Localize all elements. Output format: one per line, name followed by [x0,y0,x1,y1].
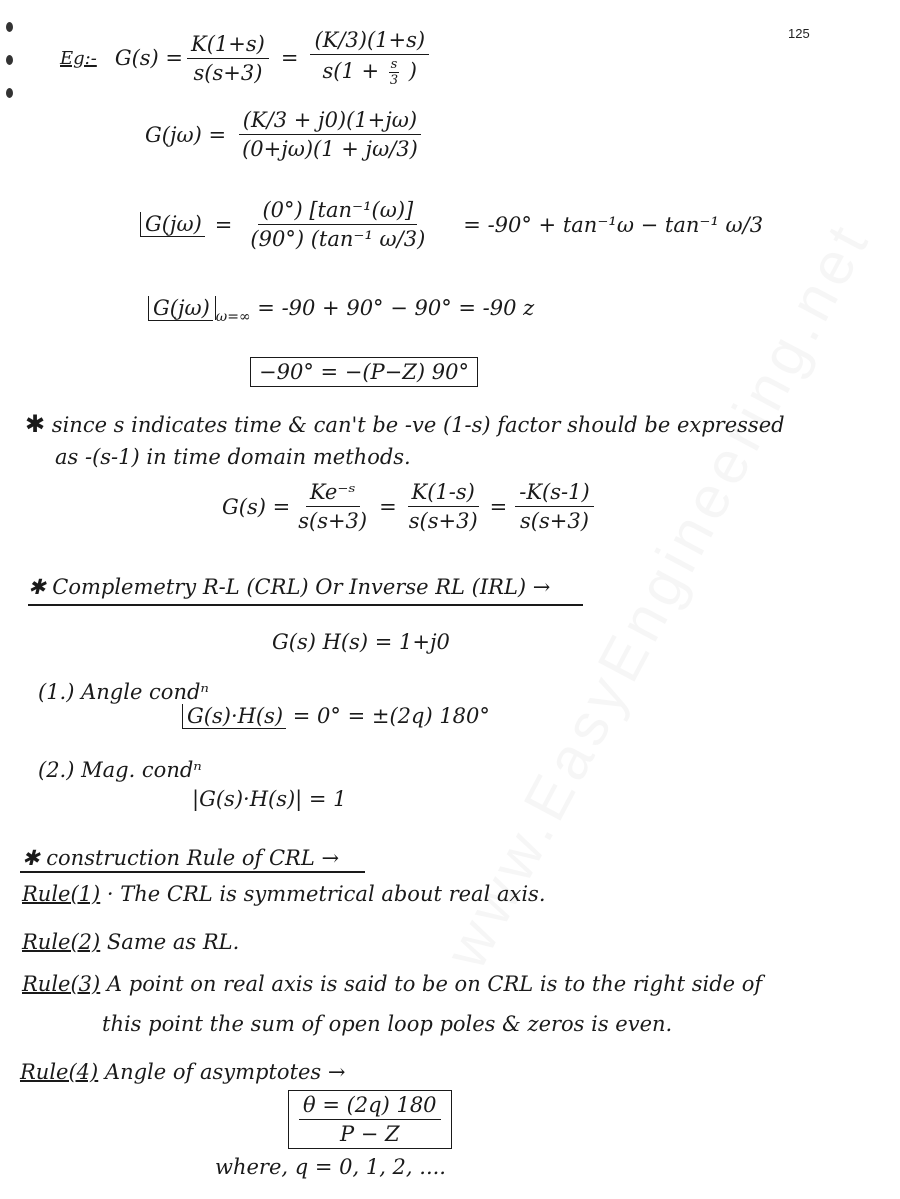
magnitude-condition-equation: |G(s)·H(s)| = 1 [192,787,347,811]
asymptote-where: where, q = 0, 1, 2, .... [215,1155,446,1179]
construction-heading: ✱ construction Rule of CRL → [22,846,340,870]
rule-4: Rule(4) Angle of asymptotes → [20,1060,346,1084]
rule-3-continued: this point the sum of open loop poles & zeros is even. [102,1012,673,1036]
gs-fraction: $\frac{K(1+s)}{s(s+3)}$ [187,32,269,85]
crl-heading: ✱ Complemetry R-L (CRL) Or Inverse RL (IRL) → [28,575,551,599]
angle-condition-label: (1.) Angle condⁿ [38,680,209,704]
gjw-equation: G(jω) = $\frac{(K/3 + j0)(1+j\omega)}{(0+j\omega)(1 + j\omega/3)}$ [145,108,426,161]
gs-time-delay-equation: G(s) = $\frac{\text{Ke⁻ˢ}}{s(s+3)}$ = $\frac{K(1-s)}{s(s+3)}$ = $\frac{-K(s-1)}{s(s+3)}$ [222,480,598,533]
rule-3: Rule(3) A point on real axis is said to be on CRL is to the right side of [22,972,763,996]
binder-hole-mark [6,88,13,98]
note-line-2: as -(s-1) in time domain methods. [55,445,411,469]
heading-underline [20,871,365,873]
angle-condition-equation: G(s)·H(s) = 0° = ±(2q) 180° [182,704,490,728]
angle-equation: G(jω) = $\frac{\text{(0°) [tan⁻¹(ω)]}}{\text{(90°) (tan⁻¹ ω/3)}}$ = -90° + tan⁻¹ω − tan⁻¹ ω/3 [140,198,763,251]
page-number: 125 [788,26,810,41]
magnitude-condition-label: (2.) Mag. condⁿ [38,758,202,782]
gs-fraction-2: (K/3)(1+s) s(1 + $\frac{s}{3}$ ) [310,28,429,88]
example-label: Eg:- [60,47,97,69]
binder-hole-mark [6,55,13,65]
boxed-result: −90° = −(P−Z) 90° [250,357,478,387]
example-gs-equation: Eg:- G(s) = $\frac{K(1+s)}{s(s+3)}$ = (K/3)(1+s) s(1 + $\frac{s}{3}$ ) [60,28,433,88]
crl-main-equation: G(s) H(s) = 1+j0 [272,630,450,654]
rule-1: Rule(1) · The CRL is symmetrical about real axis. [22,882,546,906]
note-line-1: ✱ since s indicates time & can't be -ve (1-s) factor should be expressed [25,410,785,438]
heading-underline [28,604,583,606]
binder-hole-mark [6,22,13,32]
gs-lhs: G(s) = [114,46,184,70]
rule-2: Rule(2) Same as RL. [22,930,240,954]
angle-at-infinity: G(jω) $_{\omega=\infty}$ = -90 + 90° − 90° = -90 z [148,296,534,325]
asymptote-angle-formula: $\frac{\theta = (2q) 180}{P - Z}$ [288,1090,452,1149]
